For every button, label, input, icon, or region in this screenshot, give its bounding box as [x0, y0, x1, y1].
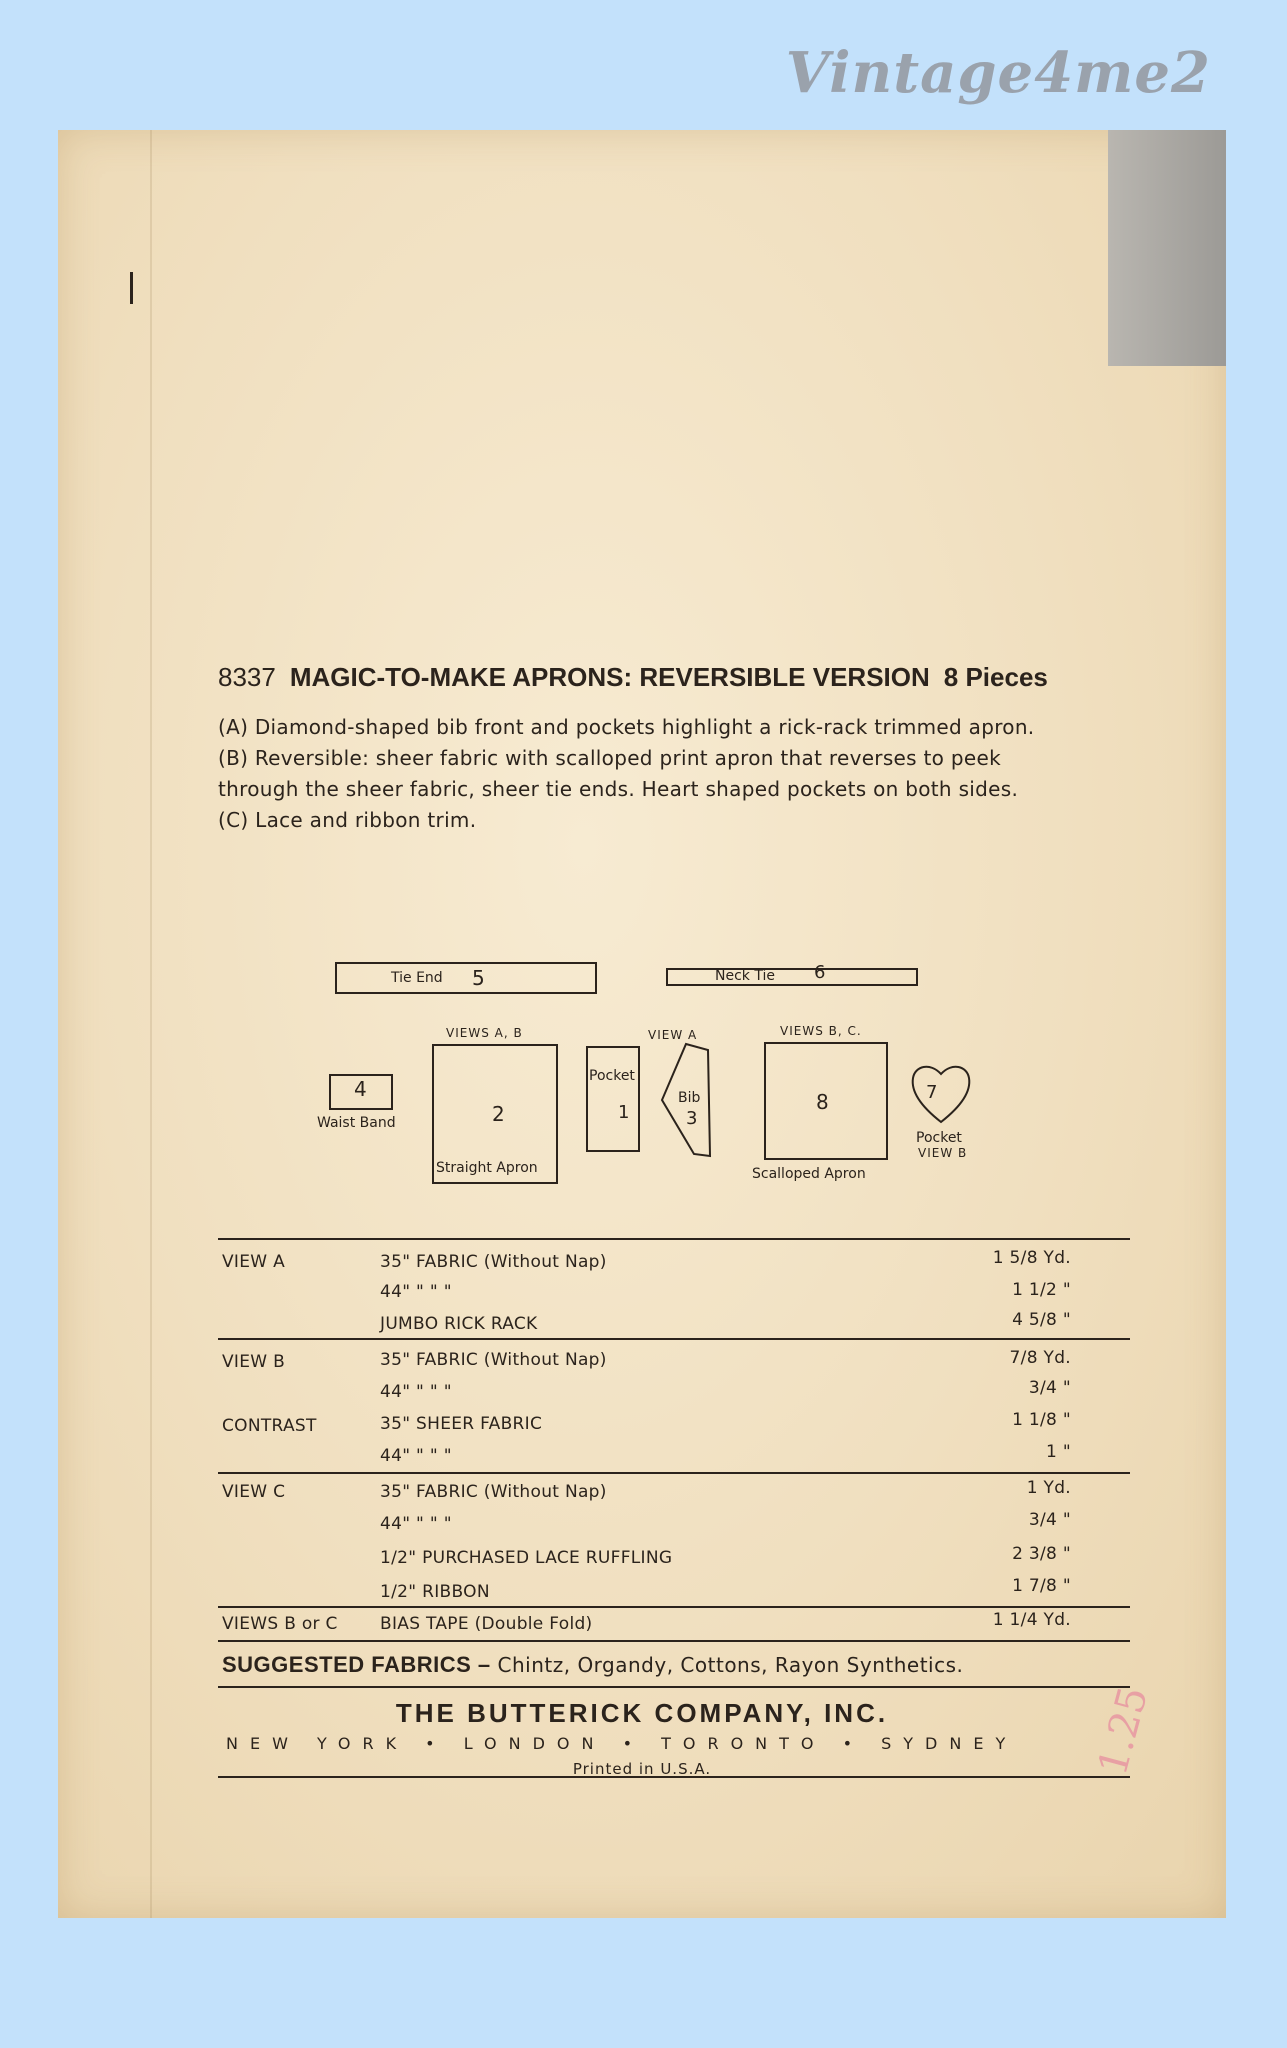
table-rule — [218, 1338, 1130, 1340]
pocket-b-label: Pocket — [916, 1130, 962, 1146]
tie-end-number: 5 — [472, 966, 485, 990]
row-view: VIEW B — [222, 1352, 286, 1372]
neck-tie-label: Neck Tie — [715, 968, 775, 984]
piece-tie-end — [335, 962, 597, 994]
row-view: VIEW A — [222, 1252, 286, 1272]
suggested-fabrics — [222, 1652, 963, 1678]
description-line: (B) Reversible: sheer fabric with scalloped print apron that reverses to peek — [218, 746, 1001, 770]
row-fabric: 44" " " " — [380, 1282, 452, 1302]
row-amount: 4 5/8 " — [1012, 1310, 1071, 1330]
table-rule — [218, 1238, 1130, 1240]
bib-label: Bib — [678, 1090, 701, 1106]
row-amount: 2 3/8 " — [1012, 1544, 1071, 1564]
waist-band-label: Waist Band — [317, 1115, 396, 1131]
row-fabric: 35" SHEER FABRIC — [380, 1414, 543, 1434]
description — [218, 712, 1034, 836]
piece-pocket-b-heart — [908, 1060, 974, 1126]
pocket-a-number: 1 — [618, 1102, 630, 1123]
row-amount: 1 " — [1046, 1442, 1071, 1462]
scalloped-apron-views: VIEWS B, C. — [780, 1024, 862, 1038]
neck-tie-number: 6 — [814, 962, 826, 983]
row-fabric: 1/2" PURCHASED LACE RUFFLING — [380, 1548, 673, 1568]
description-line: (A) Diamond-shaped bib front and pockets highlight a rick-rack trimmed apron. — [218, 715, 1035, 739]
suggested-label: SUGGESTED FABRICS – — [222, 1652, 491, 1677]
pocket-b-view: VIEW B — [918, 1146, 968, 1160]
piece-count: 8 Pieces — [943, 662, 1048, 692]
row-fabric: BIAS TAPE (Double Fold) — [380, 1614, 593, 1634]
bib-number: 3 — [686, 1108, 698, 1129]
row-view: VIEW C — [222, 1482, 286, 1502]
scalloped-apron-label: Scalloped Apron — [752, 1166, 866, 1182]
straight-apron-number: 2 — [492, 1102, 505, 1126]
piece-pocket-a — [586, 1046, 640, 1152]
bottom-rule — [218, 1776, 1130, 1778]
row-fabric: 35" FABRIC (Without Nap) — [380, 1252, 607, 1272]
printed-in: Printed in U.S.A. — [572, 1760, 712, 1778]
pattern-number: 8337 — [218, 662, 276, 692]
row-view: VIEWS B or C — [222, 1614, 338, 1634]
row-amount: 1 1/8 " — [1012, 1410, 1071, 1430]
row-amount: 3/4 " — [1028, 1378, 1071, 1398]
straight-apron-views: VIEWS A, B — [446, 1026, 523, 1040]
row-fabric: 44" " " " — [380, 1514, 452, 1534]
description-line: through the sheer fabric, sheer tie ends. Heart shaped pockets on both sides. — [218, 777, 1019, 801]
straight-apron-label: Straight Apron — [436, 1160, 538, 1176]
piece-neck-tie — [666, 968, 918, 986]
bib-views: VIEW A — [648, 1028, 698, 1042]
row-fabric: 35" FABRIC (Without Nap) — [380, 1482, 607, 1502]
description-line: (C) Lace and ribbon trim. — [218, 808, 477, 832]
table-rule — [218, 1606, 1130, 1608]
grey-tab — [1108, 130, 1226, 366]
table-rule — [218, 1640, 1130, 1642]
row-fabric: 1/2" RIBBON — [380, 1582, 490, 1602]
footer-rule — [218, 1686, 1130, 1688]
waist-band-number: 4 — [354, 1077, 367, 1101]
row-amount: 3/4 " — [1028, 1510, 1071, 1530]
scalloped-apron-number: 8 — [816, 1090, 829, 1114]
table-rule — [218, 1472, 1130, 1474]
suggested-text: Chintz, Organdy, Cottons, Rayon Synthetics. — [497, 1653, 964, 1677]
row-fabric: JUMBO RICK RACK — [380, 1314, 538, 1334]
row-amount: 1 1/2 " — [1012, 1280, 1071, 1300]
pocket-b-number: 7 — [926, 1082, 938, 1103]
tie-end-label: Tie End — [391, 970, 443, 986]
row-fabric: 44" " " " — [380, 1382, 452, 1402]
row-amount: 1 1/4 Yd. — [992, 1610, 1071, 1630]
pencil-mark — [130, 272, 133, 304]
flap-edge — [150, 130, 152, 1918]
pattern-envelope-back — [58, 130, 1226, 1918]
row-amount: 1 7/8 " — [1012, 1576, 1071, 1596]
row-amount: 7/8 Yd. — [1009, 1348, 1071, 1368]
row-fabric: 44" " " " — [380, 1446, 452, 1466]
price-stamp: 1.25 — [1089, 1682, 1158, 1780]
pocket-a-label: Pocket — [589, 1068, 635, 1084]
company-cities: NEW YORK • LONDON • TORONTO • SYDNEY — [226, 1734, 1018, 1753]
row-amount: 1 5/8 Yd. — [992, 1248, 1071, 1268]
company-name: THE BUTTERICK COMPANY, INC. — [395, 1698, 889, 1728]
row-amount: 1 Yd. — [1026, 1478, 1071, 1498]
pattern-name: MAGIC-TO-MAKE APRONS: REVERSIBLE VERSION — [289, 662, 930, 692]
row-view: CONTRAST — [222, 1416, 317, 1436]
row-fabric: 35" FABRIC (Without Nap) — [380, 1350, 607, 1370]
pattern-title — [218, 662, 1048, 693]
watermark: Vintage4me2 — [785, 40, 1211, 106]
